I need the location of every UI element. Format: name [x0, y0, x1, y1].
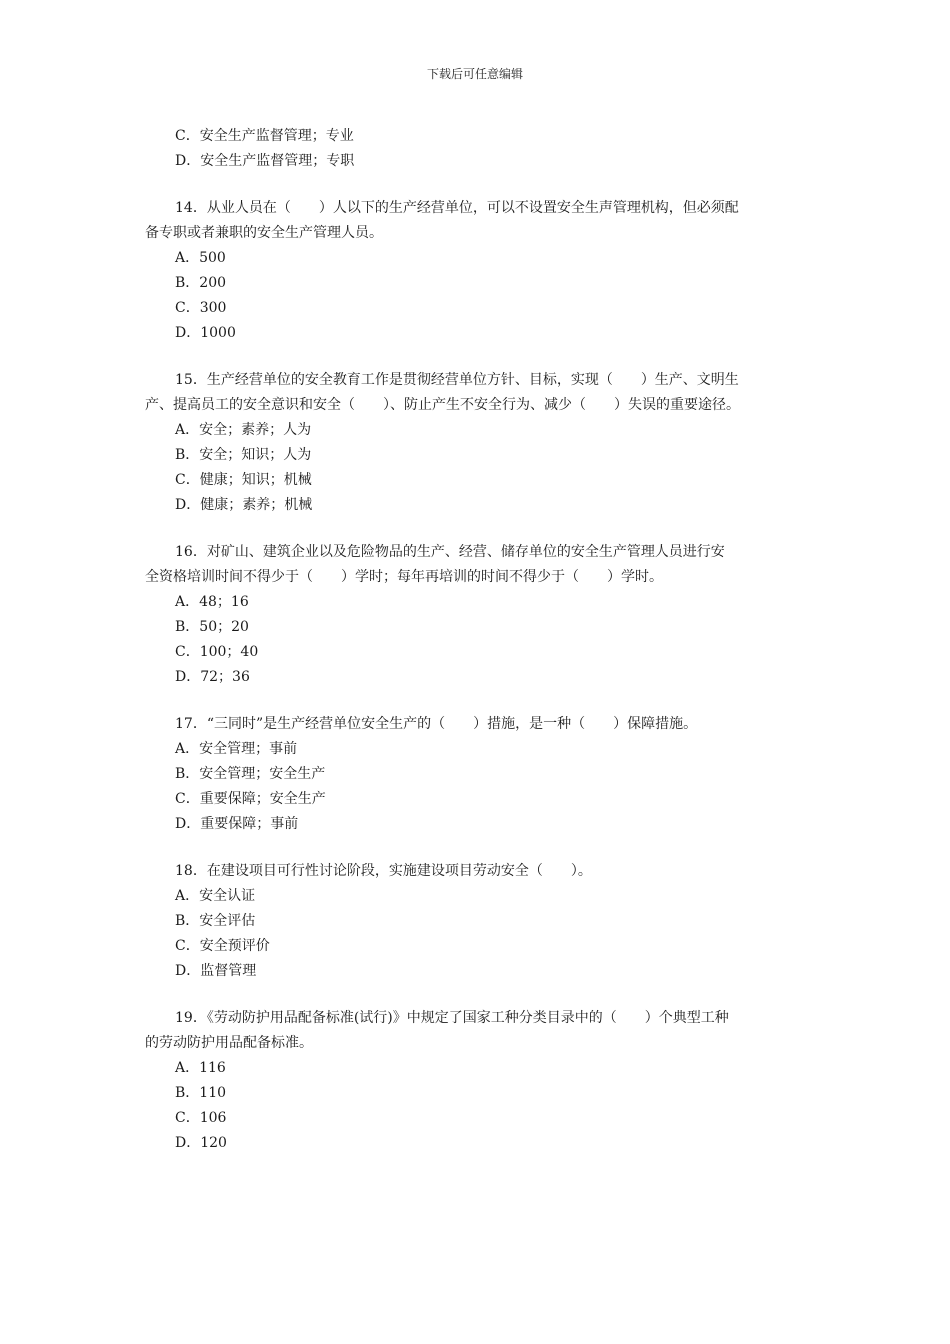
question-19-text-line1: 19．《劳动防护用品配备标准(试行)》中规定了国家工种分类目录中的（ ）个典型工种: [175, 1010, 729, 1026]
question-16-option-c: C．100；40: [175, 644, 259, 660]
question-17-option-b: B．安全管理；安全生产: [175, 766, 326, 782]
question-16-text-line2: 全资格培训时间不得少于（ ）学时；每年再培训的时间不得少于（ ）学时。: [145, 569, 663, 585]
question-18-option-d: D．监督管理: [175, 963, 257, 979]
document-body: [145, 124, 810, 1156]
question-17-text-line1: 17．“三同时”是生产经营单位安全生产的（ ）措施，是一种（ ）保障措施。: [175, 716, 698, 732]
question-19-option-a: A．116: [175, 1060, 226, 1076]
question-18: [145, 859, 810, 984]
question-14: [145, 196, 810, 346]
question-19-text-line2: 的劳动防护用品配备标准。: [145, 1035, 313, 1051]
question-19: [145, 1006, 810, 1156]
question-14-text-line1: 14．从业人员在（ ）人以下的生产经营单位，可以不设置安全生声管理机构，但必须配: [175, 200, 739, 216]
question-14-option-d: D．1000: [175, 325, 236, 341]
question-16-option-a: A．48；16: [175, 594, 249, 610]
question-19-option-d: D．120: [175, 1135, 227, 1151]
page-header: 下载后可任意编辑: [426, 67, 523, 81]
question-15-option-d: D．健康；素养；机械: [175, 497, 313, 513]
question-16-option-b: B．50；20: [175, 619, 249, 635]
question-15-text-line2: 产、提高员工的安全意识和安全（ ）、防止产生不安全行为、减少（ ）失误的重要途径。: [145, 397, 740, 413]
question-16-option-d: D．72；36: [175, 669, 250, 685]
question-14-option-a: A．500: [175, 250, 226, 266]
question-17-option-c: C．重要保障；安全生产: [175, 791, 326, 807]
question-16: [145, 540, 810, 690]
option-d-q13: D．安全生产监督管理；专职: [175, 153, 355, 169]
option-c-q13: C．安全生产监督管理；专业: [175, 128, 354, 144]
question-15-text-line1: 15．生产经营单位的安全教育工作是贯彻经营单位方针、目标，实现（ ）生产、文明生: [175, 372, 739, 388]
question-14-text-line2: 备专职或者兼职的安全生产管理人员。: [145, 225, 383, 241]
question-18-text-line1: 18．在建设项目可行性讨论阶段，实施建设项目劳动安全（ ）。: [175, 863, 592, 879]
question-17-option-a: A．安全管理；事前: [175, 741, 298, 757]
question-17: [145, 712, 810, 837]
question-15: [145, 368, 810, 518]
question-14-option-c: C．300: [175, 300, 227, 316]
question-16-text-line1: 16．对矿山、建筑企业以及危险物品的生产、经营、储存单位的安全生产管理人员进行安: [175, 544, 725, 560]
question-15-option-c: C．健康；知识；机械: [175, 472, 312, 488]
question-17-option-d: D．重要保障；事前: [175, 816, 299, 832]
question-18-option-c: C．安全预评价: [175, 938, 270, 954]
question-18-option-b: B．安全评估: [175, 913, 256, 929]
question-18-option-a: A．安全认证: [175, 888, 256, 904]
question-19-option-c: C．106: [175, 1110, 227, 1126]
question-14-option-b: B．200: [175, 275, 227, 291]
question-15-option-a: A．安全；素养；人为: [175, 422, 312, 438]
question-15-option-b: B．安全；知识；人为: [175, 447, 312, 463]
question-19-option-b: B．110: [175, 1085, 227, 1101]
